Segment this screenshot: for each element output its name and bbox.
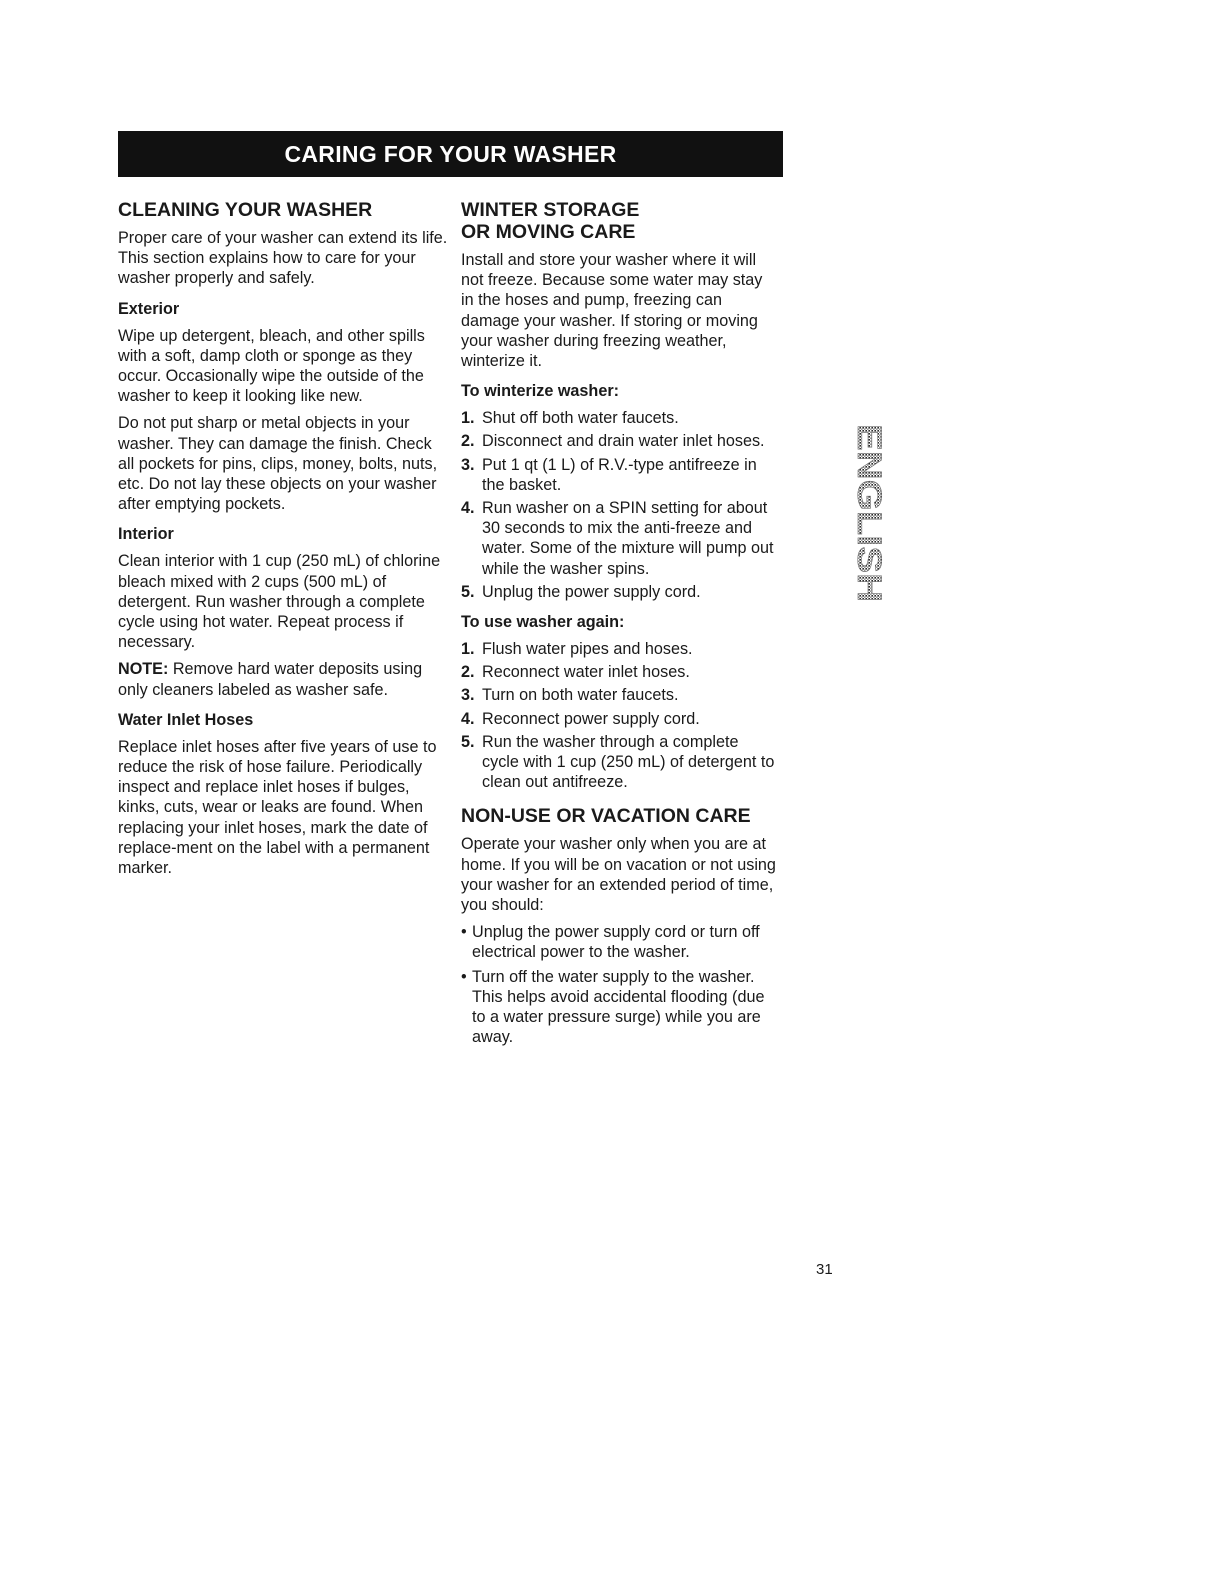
hoses-heading: Water Inlet Hoses [118,710,254,729]
list-item [461,709,779,729]
step-text: Run washer on a SPIN setting for about 30 seconds to mix the anti-freeze and water. Some of the mixture will pump out while the washer spins. [482,499,774,578]
right-column [461,199,779,1052]
use-again-steps [461,639,779,792]
note-text: Remove hard water deposits using only cleaners labeled as washer safe. [118,660,423,699]
language-side-tab [822,422,888,604]
interior-paragraph: Clean interior with 1 cup (250 mL) of chlorine bleach mixed with 2 cups (500 mL) of detergent. Run washer through a complete cycle using hot water. Repeat process if necessary. [118,552,441,652]
step-text: Reconnect power supply cord. [482,709,700,728]
exterior-paragraph-2: Do not put sharp or metal objects in your washer. They can damage the finish. Check all pockets for pins, clips, money, bolts, nuts, etc. Do not lay these objects on your washer after emptying pockets. [118,414,438,514]
bullet-mark: • [461,967,467,986]
list-item [461,582,779,602]
step-number: 3. [461,455,475,474]
exterior-paragraph-1: Wipe up detergent, bleach, and other spills with a soft, damp cloth or sponge as they occur. Occasionally wipe the outside of the washer to keep it looking like new. [118,326,425,406]
vacation-bullets [461,922,779,1047]
side-tab-text: ENGLISH [850,424,888,576]
winter-heading-line-2: OR MOVING CARE [461,221,636,243]
bullet-text: Unplug the power supply cord or turn off electrical power to the washer. [472,923,760,962]
bullet-mark: • [461,923,467,942]
list-item [461,922,779,962]
step-text: Disconnect and drain water inlet hoses. [482,432,765,451]
list-item [461,431,779,451]
list-item [461,408,779,428]
step-text: Flush water pipes and hoses. [482,640,693,659]
winter-heading-line-1: WINTER STORAGE [461,199,640,221]
step-number: 1. [461,640,475,659]
step-number: 4. [461,709,475,728]
left-column [118,199,448,878]
winterize-heading: To winterize washer: [461,382,620,401]
step-number: 3. [461,686,475,705]
step-text: Shut off both water faucets. [482,409,679,428]
list-item [461,685,779,705]
hoses-paragraph: Replace inlet hoses after five years of use to reduce the risk of hose failure. Periodically inspect and replace inlet hoses if bulges, kinks, cuts, wear or leaks are found. When replacing your inlet hoses, mark the date of replace-ment on the label with a permanent marker. [118,737,437,878]
list-item [461,455,779,495]
cleaning-intro: Proper care of your washer can extend its life. This section explains how to care for your washer properly and safely. [118,229,448,288]
use-again-heading: To use washer again: [461,613,625,632]
vacation-heading: NON-USE OR VACATION CARE [461,805,751,828]
list-item [461,639,779,659]
step-text: Turn on both water faucets. [482,686,679,705]
list-item [461,967,779,1048]
note-label: NOTE: [118,660,169,679]
interior-heading: Interior [118,525,174,544]
list-item [461,662,779,682]
step-number: 1. [461,409,475,428]
list-item [461,498,779,579]
step-text: Put 1 qt (1 L) of R.V.-type antifreeze in the basket. [482,455,757,494]
step-number: 4. [461,499,475,518]
banner-title: CARING FOR YOUR WASHER [284,140,617,167]
winter-heading [461,199,779,243]
exterior-heading: Exterior [118,299,180,318]
note-paragraph [118,659,448,699]
cleaning-heading: CLEANING YOUR WASHER [118,199,373,221]
page-number: 31 [816,1261,833,1278]
step-text: Unplug the power supply cord. [482,582,701,601]
list-item [461,732,779,793]
step-number: 2. [461,663,475,682]
step-number: 5. [461,582,475,601]
section-banner [118,131,783,177]
winter-intro: Install and store your washer where it will not freeze. Because some water may stay in the hoses and pump, freezing can damage your washer. If storing or moving your washer during freezing weather, winterize it. [461,251,763,371]
step-number: 5. [461,732,475,751]
language-side-tab-graphic [822,422,888,604]
winterize-steps [461,408,779,602]
step-number: 2. [461,432,475,451]
step-text: Run the washer through a complete cycle with 1 cup (250 mL) of detergent to clean out antifreeze. [482,732,775,792]
vacation-intro: Operate your washer only when you are at home. If you will be on vacation or not using your washer for an extended period of time, you should: [461,835,776,915]
step-text: Reconnect water inlet hoses. [482,663,690,682]
bullet-text: Turn off the water supply to the washer. This helps avoid accidental flooding (due to a water pressure surge) while you are away. [472,967,765,1047]
